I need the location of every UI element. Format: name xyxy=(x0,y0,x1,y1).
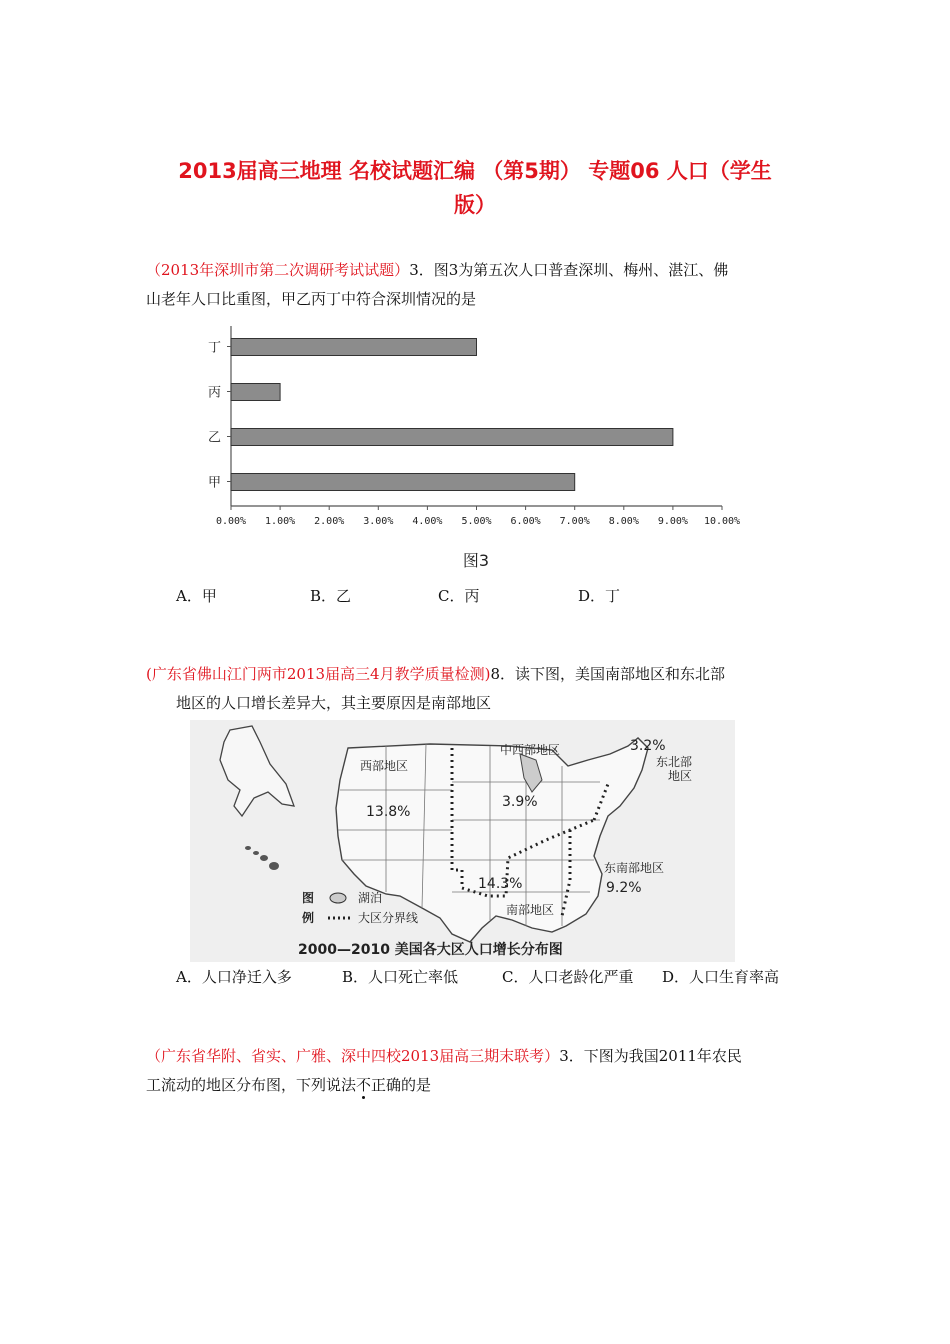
x-tick-label-5: 5.00% xyxy=(461,516,492,527)
bar-chart xyxy=(190,318,760,578)
x-tick-label-3: 3.00% xyxy=(363,516,394,527)
option-a[interactable]: A．人口净迁入多 xyxy=(176,968,292,986)
region-southeast-value: 9.2% xyxy=(606,880,642,896)
region-northeast-label-2: 地区 xyxy=(668,769,693,783)
region-midwest-label: 中西部地区 xyxy=(500,743,561,757)
emphasized-not: 不 xyxy=(356,1076,372,1094)
region-midwest-value: 3.9% xyxy=(502,794,538,810)
region-west-label: 西部地区 xyxy=(360,759,409,773)
question-1 xyxy=(146,256,806,314)
option-d[interactable]: D．人口生育率高 xyxy=(662,968,780,986)
question-3-source: （广东省华附、省实、广雅、深中四校2013届高三期末联考） xyxy=(146,1047,560,1065)
chart-title: 图3 xyxy=(462,551,490,570)
question-3-text-2b: 正确的是 xyxy=(371,1076,432,1094)
title-line-2: 版） xyxy=(454,193,496,217)
question-1-text-1: 3．图3为第五次人口普查深圳、梅州、湛江、佛 xyxy=(409,261,729,279)
x-tick-label-2: 2.00% xyxy=(314,516,345,527)
region-south-label: 南部地区 xyxy=(506,903,555,917)
region-northeast-label: 东北部 xyxy=(656,755,693,769)
region-south-value: 14.3% xyxy=(478,876,523,892)
option-b[interactable]: B．人口死亡率低 xyxy=(342,968,459,986)
y-tick-label-0: 丁 xyxy=(207,340,221,356)
bar-3 xyxy=(231,474,575,491)
x-tick-label-7: 7.00% xyxy=(559,516,590,527)
question-3-line-1 xyxy=(146,1042,806,1071)
x-tick-label-10: 10.00% xyxy=(703,516,741,527)
document-title xyxy=(100,154,850,222)
legend-boundary-label: 大区分界线 xyxy=(358,911,419,925)
question-2-text-2: 地区的人口增长差异大，其主要原因是南部地区 xyxy=(176,694,492,712)
option-c[interactable]: C．人口老龄化严重 xyxy=(502,968,634,986)
question-1-source: （2013年深圳市第二次调研考试试题） xyxy=(146,261,410,279)
legend-title-1: 图 xyxy=(302,891,315,905)
y-tick-label-3: 甲 xyxy=(207,475,221,491)
x-tick-label-4: 4.00% xyxy=(412,516,443,527)
option-a[interactable]: A．甲 xyxy=(176,587,217,605)
title-line-1: 2013届高三地理 名校试题汇编 （第5期） 专题06 人口（学生 xyxy=(178,159,772,183)
question-3 xyxy=(146,1042,806,1100)
region-southeast-label: 东南部地区 xyxy=(604,861,665,875)
x-tick-label-0: 0.00% xyxy=(215,516,247,527)
y-tick-label-1: 丙 xyxy=(207,385,221,401)
legend-lake-label: 湖泊 xyxy=(358,891,383,905)
x-tick-label-8: 8.00% xyxy=(608,516,639,527)
us-population-map xyxy=(190,720,735,962)
question-1-line-1 xyxy=(146,256,806,285)
question-2-text-1: 8．读下图，美国南部地区和东北部 xyxy=(490,665,725,683)
region-northeast-value: 3.2% xyxy=(630,738,666,754)
x-tick-label-1: 1.00% xyxy=(265,516,296,527)
region-west-value: 13.8% xyxy=(366,804,411,820)
x-tick-label-9: 9.00% xyxy=(657,516,688,527)
option-b[interactable]: B．乙 xyxy=(310,587,352,605)
question-2 xyxy=(146,660,806,718)
option-c[interactable]: C．丙 xyxy=(438,587,480,605)
bar-1 xyxy=(231,384,280,401)
bar-2 xyxy=(231,429,673,446)
lake-icon xyxy=(330,893,346,903)
question-2-line-1 xyxy=(146,660,806,689)
question-3-text-2a: 工流动的地区分布图，下列说法 xyxy=(146,1076,357,1094)
legend-title-2: 例 xyxy=(302,911,315,925)
option-d[interactable]: D．丁 xyxy=(578,587,621,605)
map-caption: 2000—2010 美国各大区人口增长分布图 xyxy=(298,942,563,958)
question-2-source: (广东省佛山江门两市2013届高三4月教学质量检测) xyxy=(146,665,491,683)
question-1-text-2: 山老年人口比重图，甲乙丙丁中符合深圳情况的是 xyxy=(146,290,477,308)
question-3-line-2 xyxy=(146,1071,806,1100)
bar-0 xyxy=(231,339,477,356)
question-3-text-1: 3．下图为我国2011年农民 xyxy=(559,1047,742,1065)
y-tick-label-2: 乙 xyxy=(207,430,221,446)
x-tick-label-6: 6.00% xyxy=(510,516,541,527)
